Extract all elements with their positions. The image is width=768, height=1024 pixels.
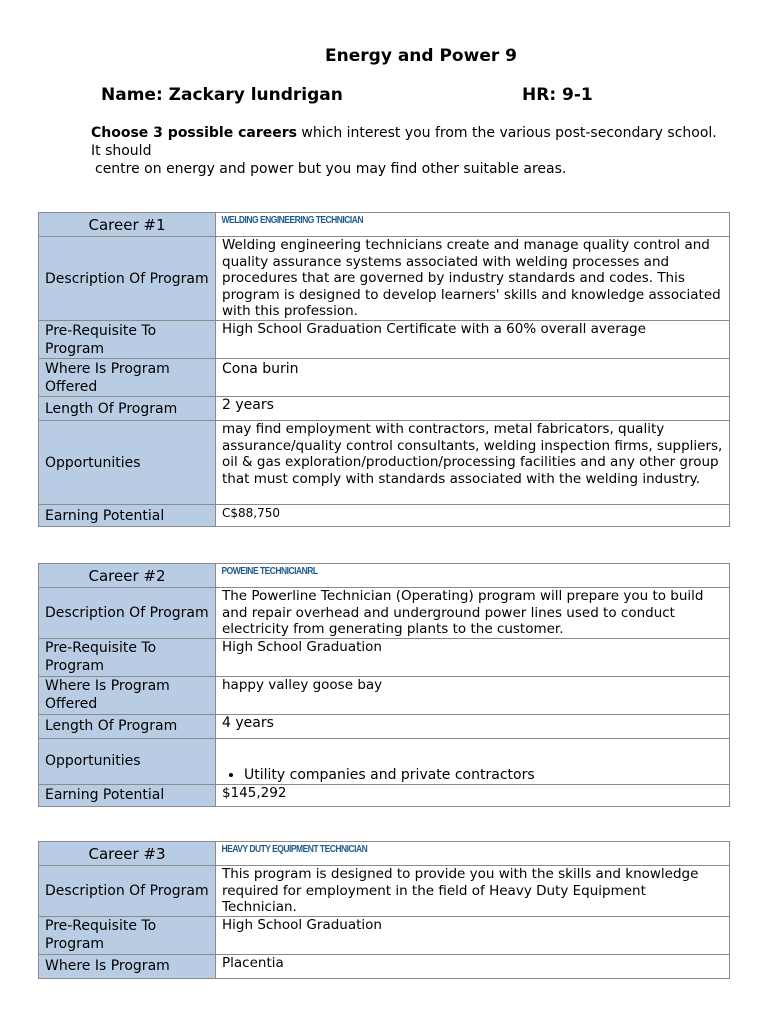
career-2-prereq: High School Graduation <box>216 638 730 676</box>
description-label: Description Of Program <box>39 588 216 639</box>
career-3-prereq: High School Graduation <box>216 916 730 954</box>
prereq-label: Pre-Requisite To Program <box>39 321 216 359</box>
prereq-label: Pre-Requisite To Program <box>39 916 216 954</box>
length-label: Length Of Program <box>39 714 216 738</box>
instructions-line1: which interest you from the various post-secondary school. It should <box>91 125 717 159</box>
career-3-where: Placentia <box>216 954 730 978</box>
earning-label: Earning Potential <box>39 784 216 806</box>
where-label: Where Is Program Offered <box>39 359 216 397</box>
career-2-opportunities-list <box>222 767 723 784</box>
career-2-earning: $145,292 <box>216 784 730 806</box>
career-2-length: 4 years <box>216 714 730 738</box>
career-3-title: HEAVY DUTY EQUIPMENT TECHNICIAN <box>216 842 653 866</box>
career-2-table <box>38 563 730 807</box>
homeroom: HR: 9-1 <box>522 85 593 105</box>
career-2-where: happy valley goose bay <box>216 676 730 714</box>
opportunities-label: Opportunities <box>39 738 216 784</box>
career-2-header: Career #2 <box>39 564 216 588</box>
where-label: Where Is Program <box>39 954 216 978</box>
opportunities-label: Opportunities <box>39 421 216 505</box>
career-2-description: The Powerline Technician (Operating) program will prepare you to build and repair overhead and underground power lines used to conduct electricity from generating plants to the customer. <box>216 588 730 639</box>
career-1-header: Career #1 <box>39 213 216 237</box>
instructions-line2: centre on energy and power but you may find other suitable areas. <box>95 161 567 177</box>
career-1-description: Welding engineering technicians create and manage quality control and quality assurance systems associated with welding processes and procedures that are governed by industry standards and codes. This program is designed to develop learners' skills and knowledge associated with this profession. <box>216 237 730 321</box>
document-title: Energy and Power 9 <box>325 46 517 66</box>
career-1-table <box>38 212 730 527</box>
earning-label: Earning Potential <box>39 505 216 527</box>
career-1-length: 2 years <box>216 397 730 421</box>
description-label: Description Of Program <box>39 237 216 321</box>
career-2-opportunities-cell <box>216 738 730 784</box>
career-3-description: This program is designed to provide you with the skills and knowledge required for employment in the field of Heavy Duty Equipment Technician. <box>216 866 730 917</box>
length-label: Length Of Program <box>39 397 216 421</box>
list-item: • Utility companies and private contractors <box>244 767 723 784</box>
career-1-opportunities: may find employment with contractors, metal fabricators, quality assurance/quality control consultants, welding inspection firms, suppliers, oil & gas exploration/production/processing facilities and any other group that must comply with standards associated with the welding industry. <box>216 421 730 505</box>
career-1-earning: C$88,750 <box>216 505 730 527</box>
description-label: Description Of Program <box>39 866 216 917</box>
career-2-title: POWEINE TECHNICIANRL <box>216 564 653 588</box>
instructions <box>91 124 721 178</box>
career-3-header: Career #3 <box>39 842 216 866</box>
student-name: Name: Zackary lundrigan <box>101 85 343 105</box>
where-label: Where Is Program Offered <box>39 676 216 714</box>
career-1-prereq: High School Graduation Certificate with a 60% overall average <box>216 321 730 359</box>
career-3-table <box>38 841 730 979</box>
instructions-bold: Choose 3 possible careers <box>91 125 297 141</box>
prereq-label: Pre-Requisite To Program <box>39 638 216 676</box>
career-1-where: Cona burin <box>216 359 730 397</box>
career-1-title: WELDING ENGINEERING TECHNICIAN <box>216 213 653 237</box>
